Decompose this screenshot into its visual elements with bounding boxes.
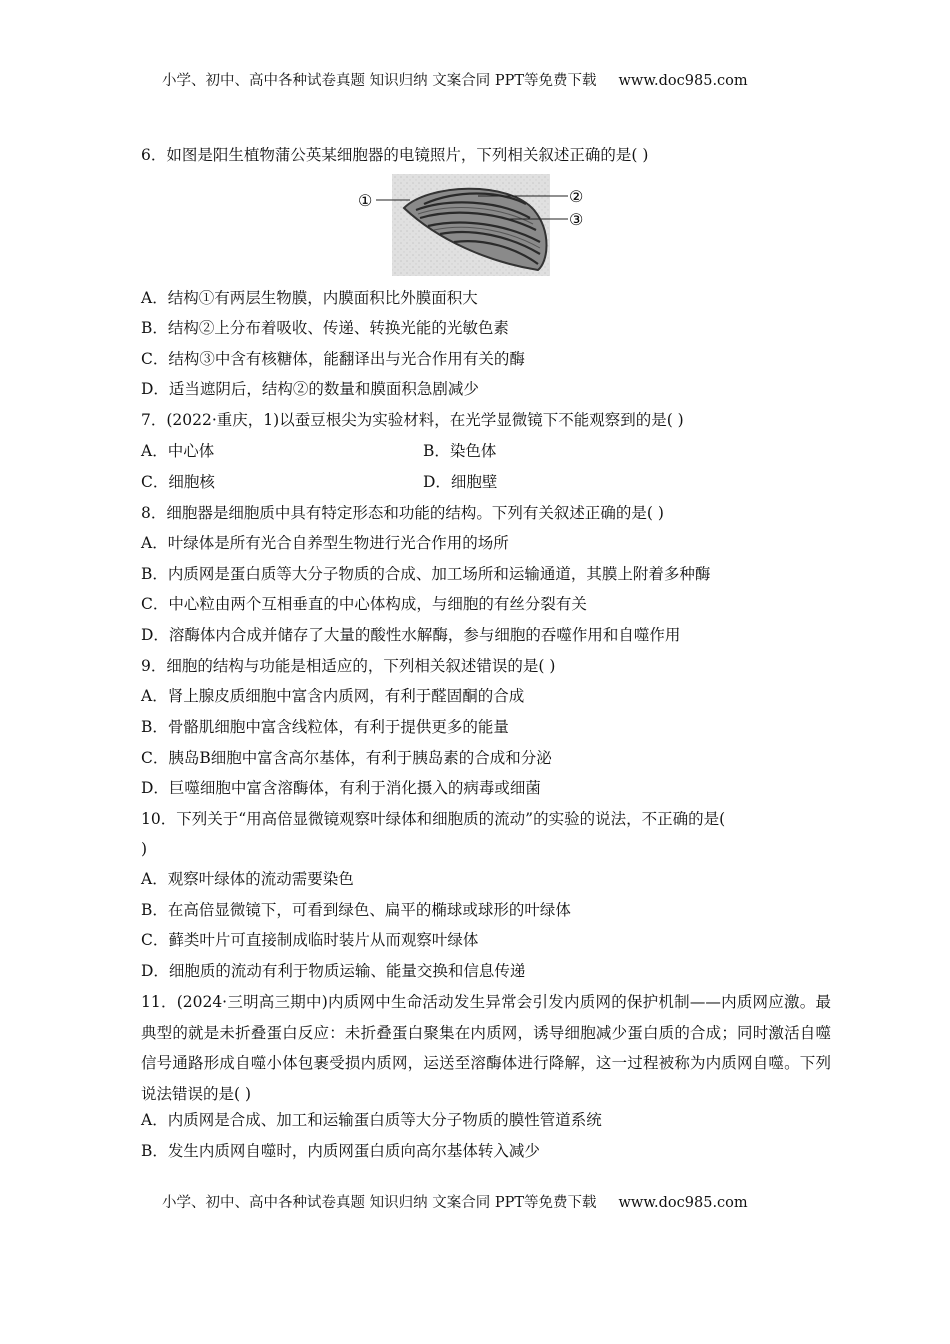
q7-option-a: A．中心体 <box>141 442 215 460</box>
figure-label-3: ③ <box>569 210 584 229</box>
q8-option-d: D．溶酶体内合成并储存了大量的酸性水解酶，参与细胞的吞噬作用和自噬作用 <box>141 626 681 644</box>
q6-stem: 6．如图是阳生植物蒲公英某细胞器的电镜照片，下列相关叙述正确的是( ) <box>141 146 649 164</box>
q11-option-a: A．内质网是合成、加工和运输蛋白质等大分子物质的膜性管道系统 <box>141 1111 602 1129</box>
q7-option-d: D．细胞壁 <box>423 473 498 491</box>
q10-option-d: D．细胞质的流动有利于物质运输、能量交换和信息传递 <box>141 962 526 980</box>
q7-option-b: B．染色体 <box>423 442 497 460</box>
q9-stem: 9．细胞的结构与功能是相适应的，下列相关叙述错误的是( ) <box>141 657 556 675</box>
q10-option-c: C．藓类叶片可直接制成临时装片从而观察叶绿体 <box>141 931 479 949</box>
q10-option-b: B．在高倍显微镜下，可看到绿色、扁平的椭球或球形的叶绿体 <box>141 901 571 919</box>
q6-option-c: C．结构③中含有核糖体，能翻译出与光合作用有关的酶 <box>141 350 525 368</box>
footer-text: 小学、初中、高中各种试卷真题 知识归纳 文案合同 PPT等免费下载 <box>162 1195 597 1211</box>
q9-option-b: B．骨骼肌细胞中富含线粒体，有利于提供更多的能量 <box>141 718 509 736</box>
q8-stem: 8．细胞器是细胞质中具有特定形态和功能的结构。下列有关叙述正确的是( ) <box>141 504 664 522</box>
q6-option-d: D．适当遮阴后，结构②的数量和膜面积急剧减少 <box>141 380 479 398</box>
header-site: www.doc985.com <box>618 73 748 89</box>
q7-stem: 7．(2022·重庆，1)以蚕豆根尖为实验材料，在光学显微镜下不能观察到的是( ) <box>141 411 684 429</box>
figure-label-1: ① <box>358 191 373 210</box>
figure-label-2: ② <box>569 187 584 206</box>
q6-option-b: B．结构②上分布着吸收、传递、转换光能的光敏色素 <box>141 319 509 337</box>
footer-site: www.doc985.com <box>618 1195 748 1211</box>
chloroplast-micrograph <box>358 170 598 278</box>
q11-option-b: B．发生内质网自噬时，内质网蛋白质向高尔基体转入减少 <box>141 1142 540 1160</box>
page-header <box>162 69 802 90</box>
header-text: 小学、初中、高中各种试卷真题 知识归纳 文案合同 PPT等免费下载 <box>162 73 597 89</box>
q9-option-a: A．肾上腺皮质细胞中富含内质网，有利于醛固酮的合成 <box>141 687 525 705</box>
q10-stem-line1: 10．下列关于“用高倍显微镜观察叶绿体和细胞质的流动”的实验的说法，不正确的是( <box>141 810 726 828</box>
q7-option-c: C．细胞核 <box>141 473 215 491</box>
q8-option-c: C．中心粒由两个互相垂直的中心体构成，与细胞的有丝分裂有关 <box>141 595 587 613</box>
q10-option-a: A．观察叶绿体的流动需要染色 <box>141 870 354 888</box>
q8-option-b: B．内质网是蛋白质等大分子物质的合成、加工场所和运输通道，其膜上附着多种酶 <box>141 565 711 583</box>
q11-stem: 11．(2024·三明高三期中)内质网中生命活动发生异常会引发内质网的保护机制——内质网应激。最典型的就是未折叠蛋白反应：未折叠蛋白聚集在内质网，诱导细胞减少蛋白质的合成；同时激活自噬信号通路形成自噬小体包裹受损内质网，运送至溶酶体进行降解，这一过程被称为内质网自噬。下列说法错误的是( ) <box>141 993 831 1103</box>
q9-option-c: C．胰岛B细胞中富含高尔基体，有利于胰岛素的合成和分泌 <box>141 749 552 767</box>
q10-stem-line2: ) <box>141 840 148 858</box>
q9-option-d: D．巨噬细胞中富含溶酶体，有利于消化摄入的病毒或细菌 <box>141 779 541 797</box>
q8-option-a: A．叶绿体是所有光合自养型生物进行光合作用的场所 <box>141 534 509 552</box>
page-footer <box>162 1191 802 1212</box>
q6-option-a: A．结构①有两层生物膜，内膜面积比外膜面积大 <box>141 289 478 307</box>
